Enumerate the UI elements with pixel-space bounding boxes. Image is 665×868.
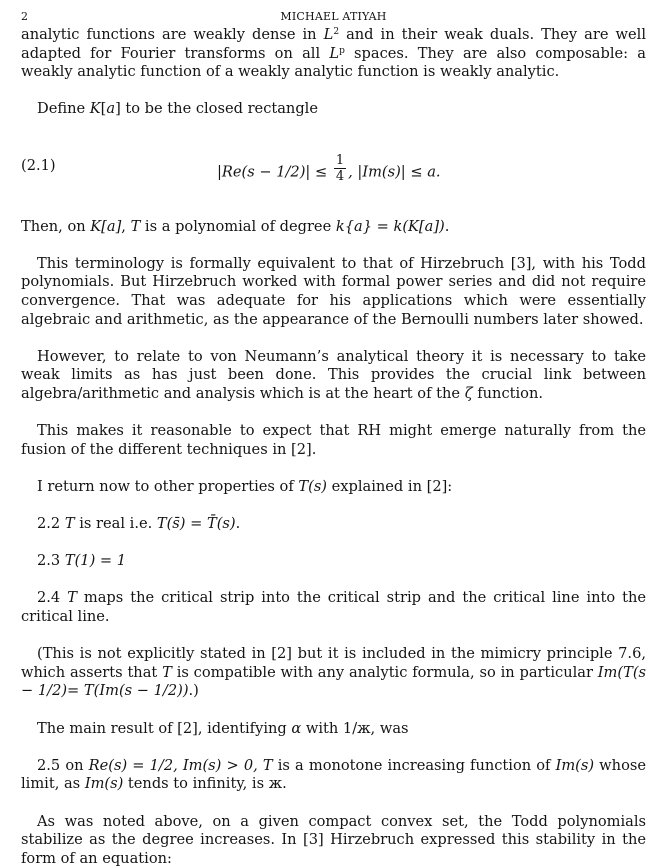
paper-page bbox=[21, 0, 646, 868]
paragraph-todd-stability: As was noted above, on a given compact convex set, the Todd polynomials stabilize as the degree increases. In [3] Hirzebruch expressed this stability in the form of an equation: bbox=[21, 812, 646, 867]
paragraph-define-k: Define K[a] to be the closed rectangle bbox=[37, 100, 318, 118]
paragraph-von-neumann: However, to relate to von Neumann’s analytical theory it is necessary to take weak limits as has just been done. This provides the crucial link between algebra/arithmetic and analysis which is at the heart of the ζ function. bbox=[21, 347, 646, 402]
page-number: 2 bbox=[21, 10, 29, 23]
fraction-one-quarter: $\frac{1}{4}$ bbox=[335, 152, 345, 184]
item-2-3: 2.3 T(1) = 1 bbox=[37, 552, 127, 570]
paragraph-return: I return now to other properties of T(s) explained in [2]: bbox=[37, 477, 453, 495]
paragraph-main-result: The main result of [2], identifying α with 1/ж, was bbox=[37, 719, 409, 737]
item-2-4: 2.4 T maps the critical strip into the critical strip and the critical line into the critical line. bbox=[21, 589, 646, 626]
equation-body: |Re(s − 1/2)| ≤ $\frac{1}{4}$ , |Im(s)| ≤ a. bbox=[217, 152, 441, 184]
item-2-2: 2.2 T is real i.e. T(s̄) = T̄(s). bbox=[37, 515, 241, 533]
paragraph-rh-fusion: This makes it reasonable to expect that RH might emerge naturally from the fusion of the different techniques in [2]. bbox=[21, 422, 646, 458]
paragraph-1: analytic functions are weakly dense in $L^2$ and in their weak duals. They are well adapted for Fourier transforms on all $L^p$ spaces. They are also composable: a weakly analytic function of a weakly analytic function is weakly analytic. bbox=[21, 26, 646, 81]
equation-number: (2.1) bbox=[21, 156, 56, 174]
paragraph-terminology: This terminology is formally equivalent to that of Hirzebruch [3], with his Todd polynomials. But Hirzebruch worked with formal power series and did not require convergence. That was adequate for his applications which were essentially algebraic and arithmetic, as the appearance of the Bernoulli numbers later showed. bbox=[21, 254, 646, 328]
paragraph-then: Then, on K[a], T is a polynomial of degree k{a} = k(K[a]). bbox=[21, 217, 450, 235]
page-header bbox=[21, 0, 646, 26]
paragraph-mimicry: (This is not explicitly stated in [2] but it is included in the mimicry principle 7.6, which asserts that T is compatible with any analytic formula, so in particular Im(T(s − 1/2)= T(Im(s − 1/2)).) bbox=[21, 645, 647, 700]
running-head: MICHAEL ATIYAH bbox=[280, 10, 387, 23]
equation-2-1 bbox=[21, 137, 646, 199]
item-2-5: 2.5 on Re(s) = 1/2, Im(s) > 0, T is a monotone increasing function of Im(s) whose limit, as Im(s) tends to infinity, is ж. bbox=[21, 756, 646, 793]
